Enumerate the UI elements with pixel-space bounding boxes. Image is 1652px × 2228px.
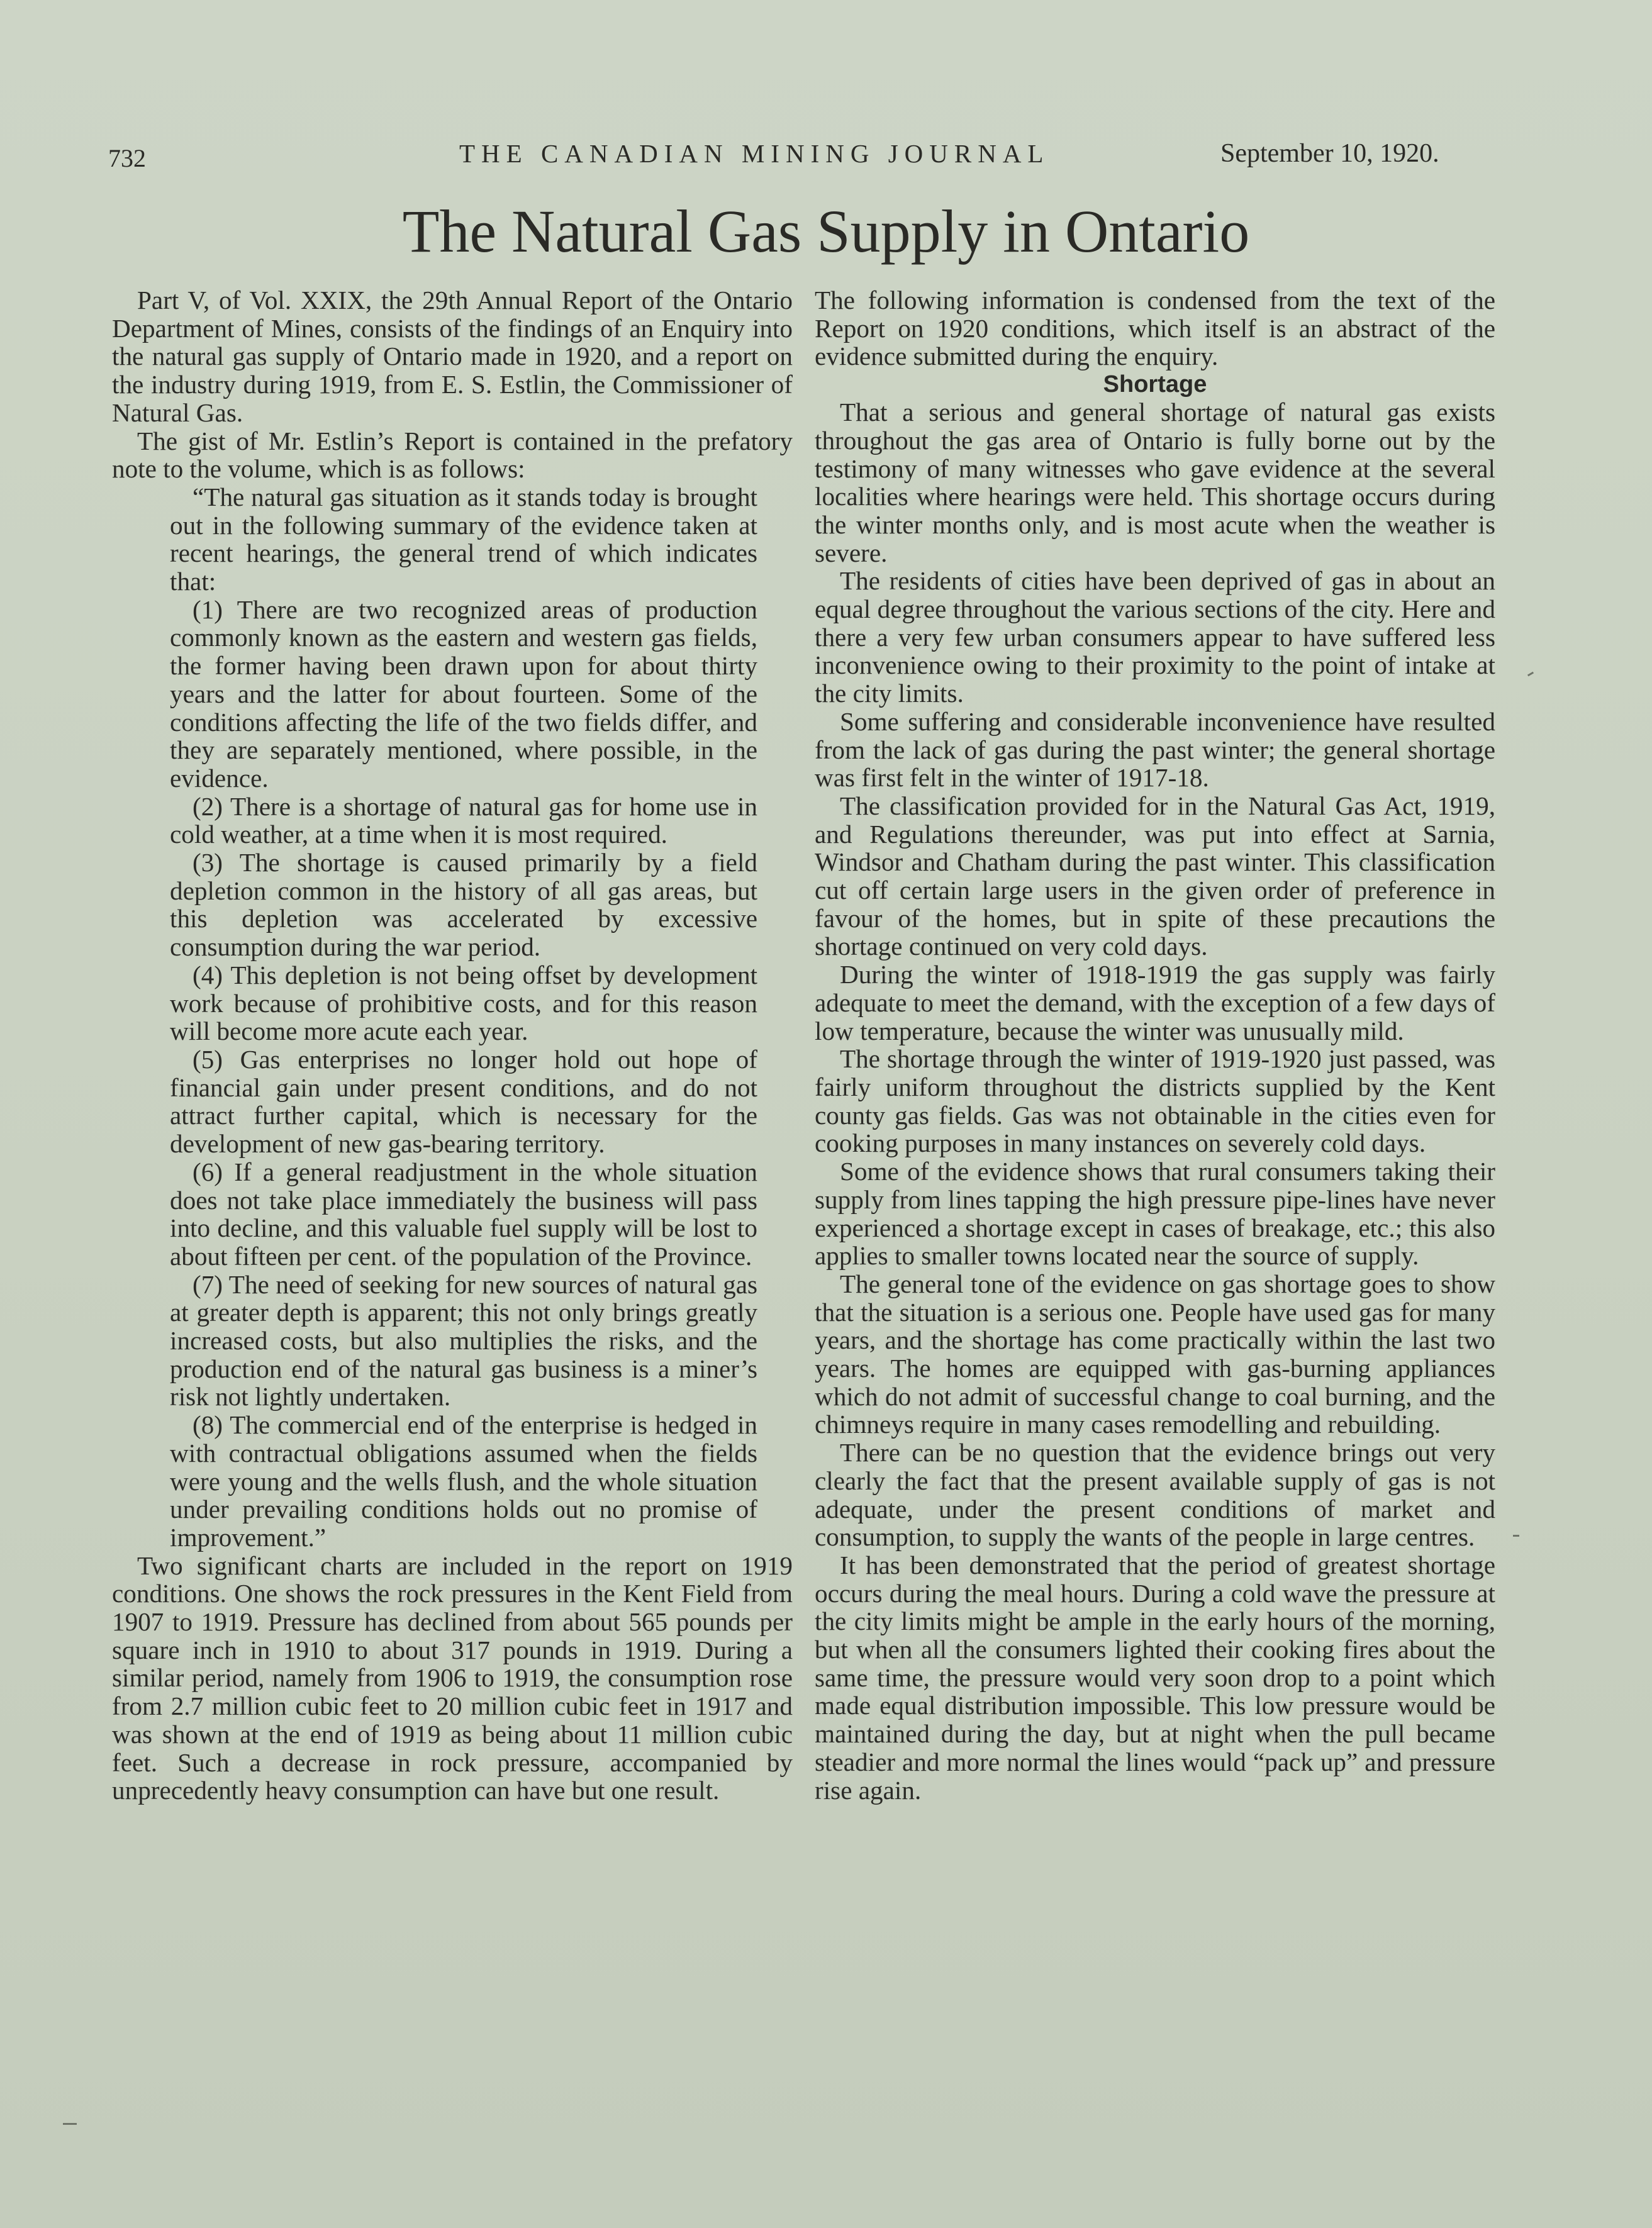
paper-speck [63,2123,77,2125]
paragraph: That a serious and general shortage of natural gas exists throughout the gas area of Ontario is fully borne out by the testimony of many witnesses who gave evidence at the several localities where hearings were held. This shortage occurs during the winter months only, and is most acute when the weather is severe. [815,398,1495,567]
page-number: 732 [108,144,146,172]
paragraph: The following information is condensed from the text of the Report on 1920 conditions, which itself is an abstract of the evidence submitted during the enquiry. [815,286,1495,371]
quote-item: (7) The need of seeking for new sources of natural gas at greater depth is apparent; this not only brings greatly increased costs, but also multiplies the risks, and the production end of the natural gas business is a miner’s risk not lightly undertaken. [170,1269,757,1412]
paper-speck [1527,672,1534,677]
running-header [0,133,1652,177]
paragraph: Part V, of Vol. XXIX, the 29th Annual Report of the Ontario Department of Mines, consists of the findings of an Enquiry into the natural gas supply of Ontario made in 1920, and a report on the industry during 1919, from E. S. Estlin, the Commissioner of Natural Gas. [112,286,793,427]
quote-item: (4) This depletion is not being offset by development work because of prohibitive costs, and for this reason will become more acute each year. [170,960,757,1046]
paragraph: Two significant charts are included in the report on 1919 conditions. One shows the rock pressures in the Kent Field from 1907 to 1919. Pressure has declined from about 565 pounds per square inch in 1910 to about 317 pounds in 1919. During a similar period, namely from 1906 to 1919, the consumption rose from 2.7 million cubic feet to 20 million cubic feet in 1917 and was shown at the end of 1919 as being about 11 million cubic feet. Such a decrease in rock pressure, accompanied by unprecedently heavy consumption can have but one result. [112,1551,793,1805]
paragraph: Some suffering and considerable inconvenience have resulted from the lack of gas during the past winter; the general shortage was first felt in the winter of 1917-18. [815,706,1495,793]
paper-speck [1513,1535,1519,1537]
paragraph: The shortage through the winter of 1919-1920 just passed, was fairly uniform throughout the districts supplied by the Kent county gas fields. Gas was not obtainable in the cities even for cooking purposes in many instances on severely cold days. [815,1044,1495,1158]
left-column [112,286,793,1805]
issue-date: September 10, 1920. [1220,139,1439,168]
paragraph: The classification provided for in the Natural Gas Act, 1919, and Regulations thereunder, was put into effect at Sarnia, Windsor and Chatham during the past winter. This classification cut off certain large users in the given order of preference in favour of the homes, but in spite of these precautions the shortage continued on very cold days. [815,791,1495,961]
paragraph: The residents of cities have been deprived of gas in about an equal degree throughout the various sections of the city. Here and there a very few urban consumers appear to have suffered less inconvenience owing to their proximity to the point of intake at the city limits. [815,566,1495,708]
paragraph: Some of the evidence shows that rural consumers taking their supply from lines tapping the high pressure pipe-lines have never experienced a shortage except in cases of breakage, etc.; this also applies to smaller towns located near the source of supply. [815,1157,1495,1271]
right-column [815,286,1495,1804]
journal-title: THE CANADIAN MINING JOURNAL [459,139,1050,168]
paragraph: There can be no question that the evidence brings out very clearly the fact that the present available supply of gas is not adequate, under the present conditions of market and consumption, to supply the wants of the people in large centres. [815,1438,1495,1552]
quote-item: (5) Gas enterprises no longer hold out hope of financial gain under present conditions, and do not attract further capital, which is necessary for the development of new gas-bearing territory. [170,1044,757,1159]
quote-item: (1) There are two recognized areas of production commonly known as the eastern and western gas fields, the former having been drawn upon for about thirty years and the latter for about fourteen. Some of the conditions affecting the life of the two fields differ, and they are separately mentioned, where possible, in the evidence. [170,594,757,793]
paragraph: During the winter of 1918-1919 the gas supply was fairly adequate to meet the demand, with the exception of a few days of low temperature, because the winter was unusually mild. [815,960,1495,1045]
quote-item: (3) The shortage is caused primarily by a field depletion common in the history of all gas areas, but this depletion was accelerated by excessive consumption during the war period. [170,848,757,962]
section-heading: Shortage [1103,371,1207,398]
quote-item: (8) The commercial end of the enterprise is hedged in with contractual obligations assumed when the fields were young and the wells flush, and the whole situation under prevailing conditions holds out no promise of improvement.” [170,1410,757,1552]
block-quote [170,483,757,1552]
quote-item: (2) There is a shortage of natural gas for home use in cold weather, at a time when it is most required. [170,791,757,849]
paragraph: It has been demonstrated that the period of greatest shortage occurs during the meal hours. During a cold wave the pressure at the city limits might be ample in the early hours of the morning, but when all the consumers lighted their cooking fires about the same time, the pressure would very soon drop to a point which made equal distribution impossible. This low pressure would be maintained during the day, but at night when the pull became steadier and more normal the lines would “pack up” and pressure rise again. [815,1550,1495,1805]
paragraph: The general tone of the evidence on gas shortage goes to show that the situation is a serious one. People have used gas for many years, and the shortage has come practically within the last two years. The homes are equipped with gas-burning appliances which do not admit of successful change to coal burning, and the chimneys require in many cases remodelling and rebuilding. [815,1269,1495,1439]
quote-intro: “The natural gas situation as it stands today is brought out in the following summary of the evidence taken at recent hearings, the general trend of which indicates that: [170,482,757,596]
paragraph: The gist of Mr. Estlin’s Report is contained in the prefatory note to the volume, which is as follows: [112,426,793,484]
article-title: The Natural Gas Supply in Ontario [402,198,1250,265]
quote-item: (6) If a general readjustment in the whole situation does not take place immediately the business will pass into decline, and this valuable fuel supply will be lost to about fifteen per cent. of the population of the Province. [170,1157,757,1271]
